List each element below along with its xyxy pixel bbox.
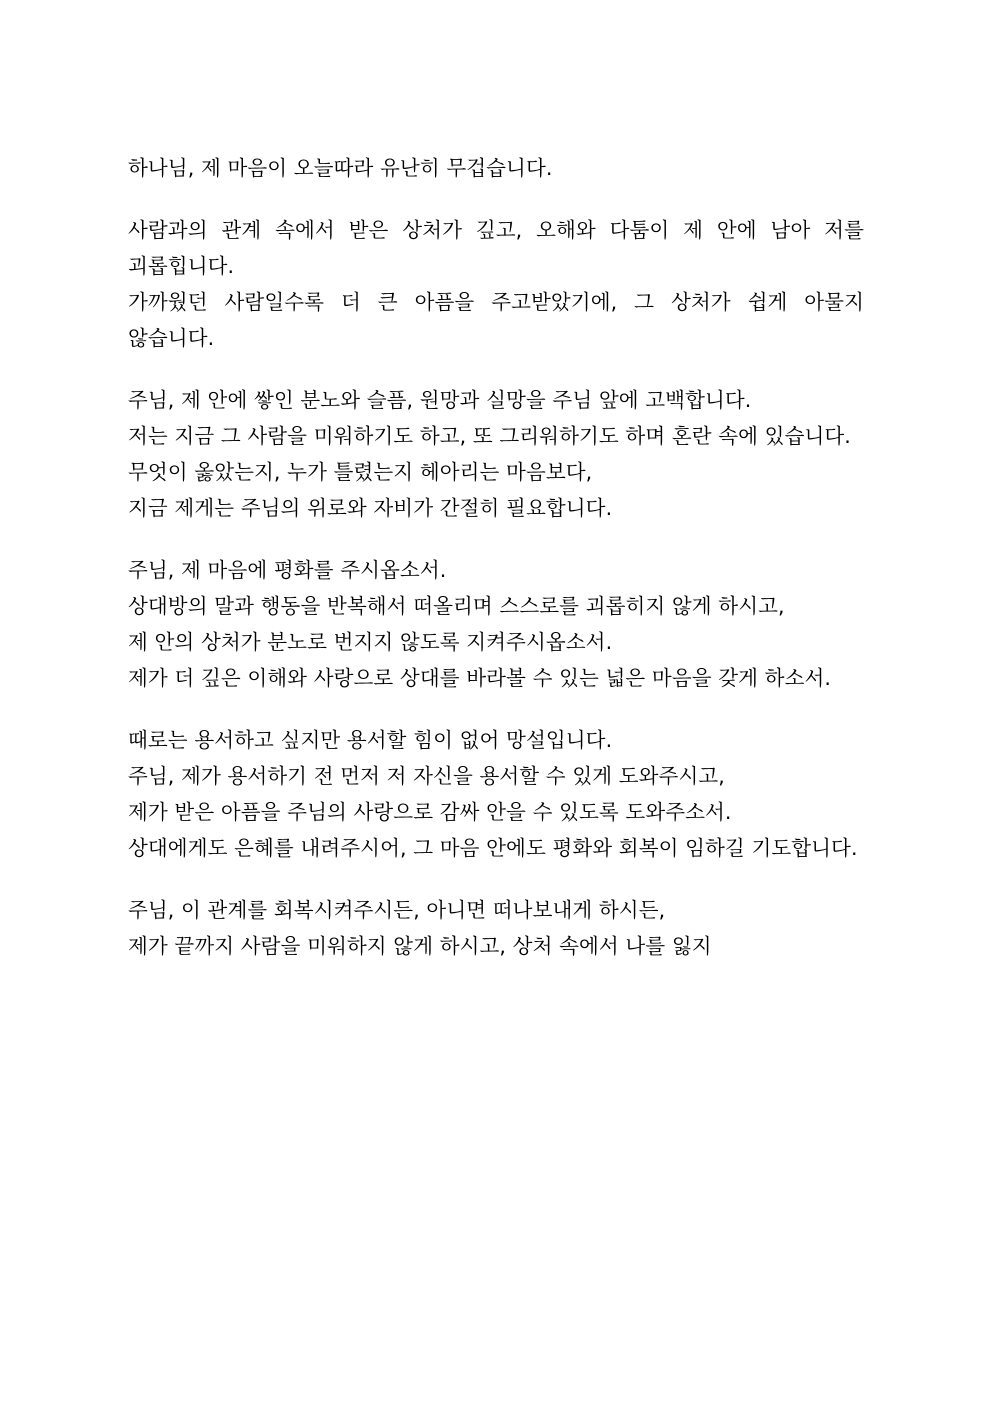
text-line: 제 안의 상처가 분노로 번지지 않도록 지켜주시옵소서. xyxy=(128,630,613,654)
text-line: 무엇이 옳았는지, 누가 틀렸는지 헤아리는 마음보다, xyxy=(128,460,593,484)
text-line: 주님, 제 마음에 평화를 주시옵소서. xyxy=(128,558,447,582)
text-line: 사람과의 관계 속에서 받은 상처가 깊고, 오해와 다툼이 제 안에 남아 저를 괴롭힙니다. xyxy=(128,218,864,278)
text-line: 제가 끝까지 사람을 미워하지 않게 하시고, 상처 속에서 나를 잃지 xyxy=(128,934,712,958)
text-line: 때로는 용서하고 싶지만 용서할 힘이 없어 망설입니다. xyxy=(128,728,613,752)
paragraph xyxy=(128,722,864,866)
text-line: 주님, 제 안에 쌓인 분노와 슬픔, 원망과 실망을 주님 앞에 고백합니다. xyxy=(128,388,752,412)
paragraph xyxy=(128,150,864,186)
text-line: 가까웠던 사람일수록 더 큰 아픔을 주고받았기에, 그 상처가 쉽게 아물지 않습니다. xyxy=(128,290,864,350)
text-line: 저는 지금 그 사람을 미워하기도 하고, 또 그리워하기도 하며 혼란 속에 있습니다. xyxy=(128,424,851,448)
text-line: 상대에게도 은혜를 내려주시어, 그 마음 안에도 평화와 회복이 임하길 기도합니다. xyxy=(128,836,858,860)
text-line: 지금 제게는 주님의 위로와 자비가 간절히 필요합니다. xyxy=(128,496,613,520)
paragraph xyxy=(128,382,864,526)
text-line: 하나님, 제 마음이 오늘따라 유난히 무겁습니다. xyxy=(128,156,553,180)
paragraph xyxy=(128,552,864,696)
text-line: 제가 더 깊은 이해와 사랑으로 상대를 바라볼 수 있는 넓은 마음을 갖게 하소서. xyxy=(128,666,832,690)
paragraph xyxy=(128,892,864,964)
text-line: 주님, 이 관계를 회복시켜주시든, 아니면 떠나보내게 하시든, xyxy=(128,898,666,922)
text-line: 상대방의 말과 행동을 반복해서 떠올리며 스스로를 괴롭히지 않게 하시고, xyxy=(128,594,785,618)
paragraph xyxy=(128,212,864,356)
text-line: 주님, 제가 용서하기 전 먼저 저 자신을 용서할 수 있게 도와주시고, xyxy=(128,764,725,788)
text-line: 제가 받은 아픔을 주님의 사랑으로 감싸 안을 수 있도록 도와주소서. xyxy=(128,800,732,824)
document-body xyxy=(128,150,864,964)
